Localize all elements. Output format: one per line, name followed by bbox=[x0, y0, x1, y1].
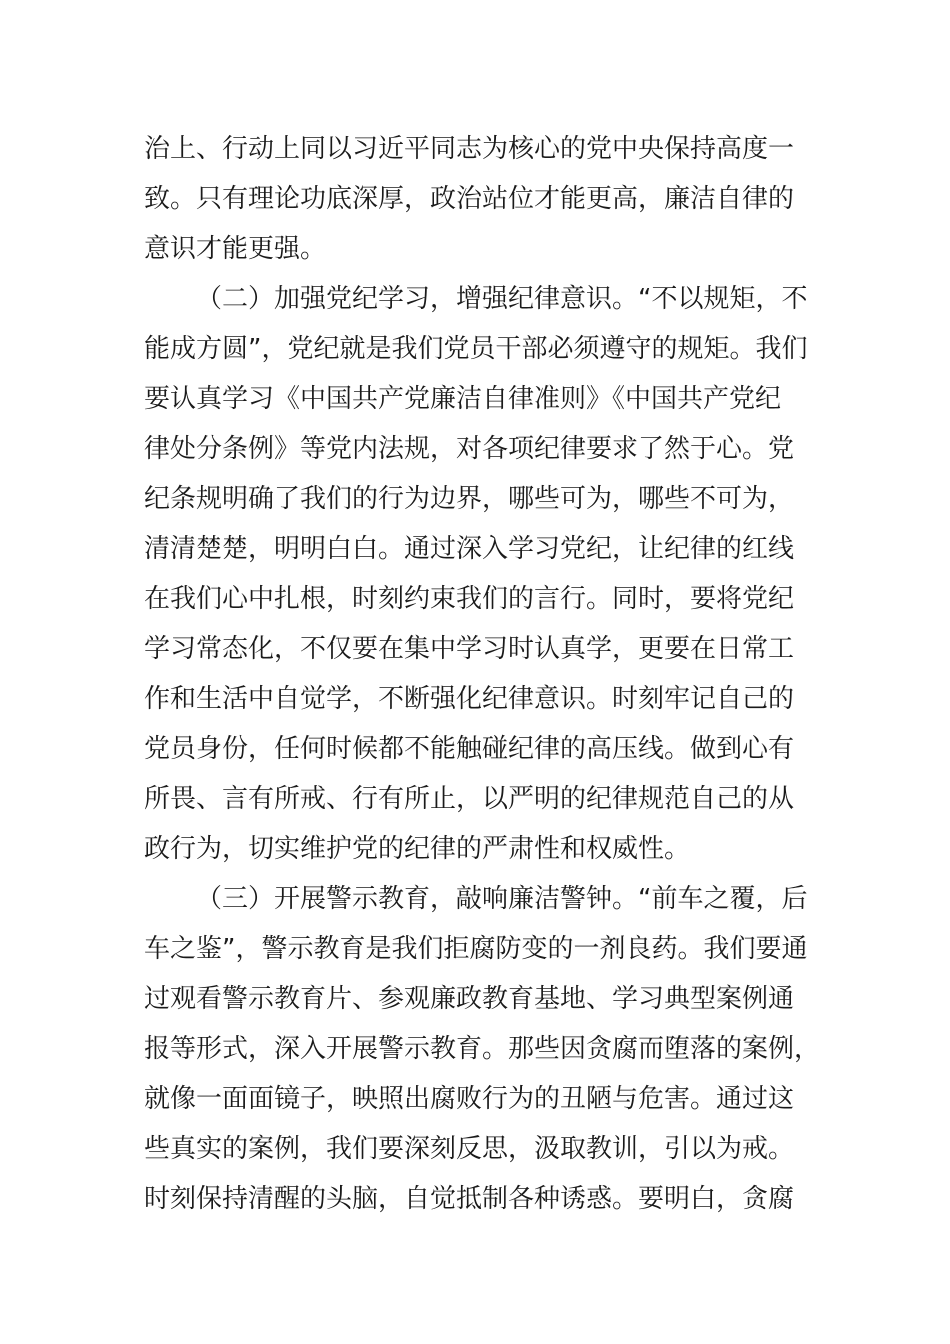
text-line: 作和生活中自觉学，不断强化纪律意识。时刻牢记自己的 bbox=[144, 684, 795, 714]
text-line: 纪条规明确了我们的行为边界，哪些可为，哪些不可为， bbox=[144, 484, 795, 514]
text-line: 所畏、言有所戒、行有所止，以严明的纪律规范自己的从 bbox=[144, 784, 795, 814]
text-line: 治上、行动上同以习近平同志为核心的党中央保持高度一 bbox=[144, 134, 795, 164]
text-line: 致。只有理论功底深厚，政治站位才能更高，廉洁自律的 bbox=[144, 184, 795, 214]
text-line: 报等形式，深入开展警示教育。那些因贪腐而堕落的案例， bbox=[144, 1034, 821, 1064]
text-line: 就像一面面镜子，映照出腐败行为的丑陋与危害。通过这 bbox=[144, 1084, 795, 1114]
text-line: 过观看警示教育片、参观廉政教育基地、学习典型案例通 bbox=[144, 984, 795, 1014]
text-line: 车之鉴”，警示教育是我们拒腐防变的一剂良药。我们要通 bbox=[144, 934, 808, 964]
text-line: 时刻保持清醒的头脑，自觉抵制各种诱惑。要明白，贪腐 bbox=[144, 1184, 795, 1214]
text-line: 意识才能更强。 bbox=[144, 234, 327, 264]
text-line: 律处分条例》等党内法规，对各项纪律要求了然于心。党 bbox=[144, 434, 795, 464]
text-line: 学习常态化，不仅要在集中学习时认真学，更要在日常工 bbox=[144, 634, 795, 664]
text-line: 些真实的案例，我们要深刻反思，汲取教训，引以为戒。 bbox=[144, 1134, 795, 1164]
document-body bbox=[144, 124, 824, 1224]
section-heading-line: （二）加强党纪学习，增强纪律意识。“不以规矩，不 bbox=[196, 284, 808, 314]
text-line: 能成方圆”，党纪就是我们党员干部必须遵守的规矩。我们 bbox=[144, 334, 808, 364]
text-line: 党员身份，任何时候都不能触碰纪律的高压线。做到心有 bbox=[144, 734, 795, 764]
text-line: 政行为，切实维护党的纪律的严肃性和权威性。 bbox=[144, 834, 691, 864]
text-line: 要认真学习《中国共产党廉洁自律准则》《中国共产党纪 bbox=[144, 384, 782, 414]
text-line: 清清楚楚，明明白白。通过深入学习党纪，让纪律的红线 bbox=[144, 534, 795, 564]
text-line: 在我们心中扎根，时刻约束我们的言行。同时，要将党纪 bbox=[144, 584, 795, 614]
section-heading-line: （三）开展警示教育，敲响廉洁警钟。“前车之覆，后 bbox=[196, 884, 808, 914]
